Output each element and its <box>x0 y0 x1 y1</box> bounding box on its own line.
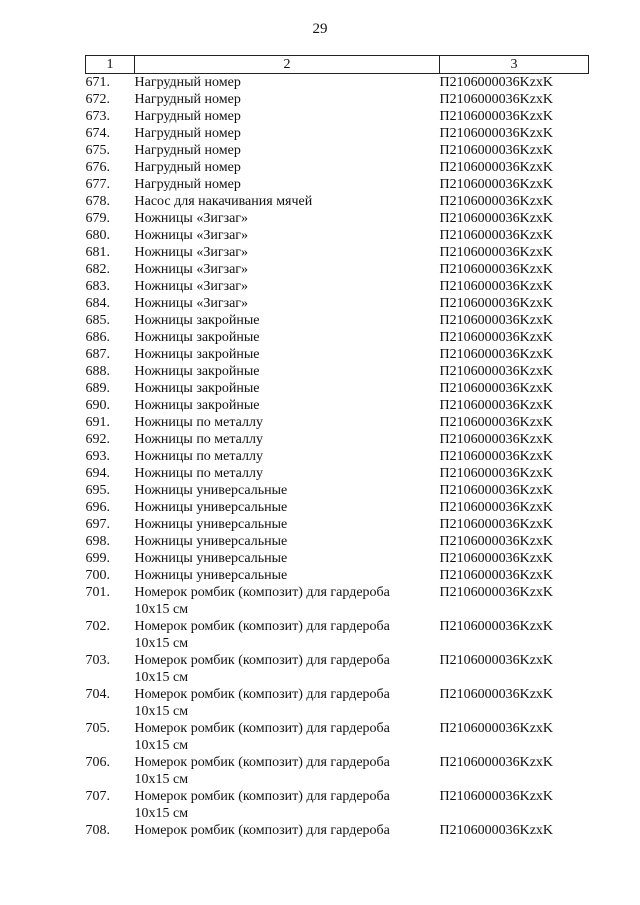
table-row <box>86 754 589 788</box>
item-code: П2106000036KzxK <box>439 483 554 498</box>
item-code: П2106000036KzxK <box>439 364 554 379</box>
column-header-code: 3 <box>440 56 589 74</box>
row-number: 682. <box>85 262 110 277</box>
item-code: П2106000036KzxK <box>439 194 554 209</box>
table-row <box>86 108 589 125</box>
table-row <box>86 431 589 448</box>
item-name <box>135 516 440 533</box>
table-row <box>86 380 589 397</box>
item-name-line: Номерок ромбик (композит) для гардероба <box>134 823 390 838</box>
item-name-line: Ножницы по металлу <box>134 432 263 447</box>
table-row <box>86 227 589 244</box>
row-number: 707. <box>85 789 110 804</box>
table-row <box>86 482 589 499</box>
table-row <box>86 448 589 465</box>
item-name <box>135 176 440 193</box>
item-code: П2106000036KzxK <box>439 789 554 804</box>
item-name-line: Ножницы закройные <box>134 330 260 345</box>
item-code: П2106000036KzxK <box>439 687 554 702</box>
item-name-line: Ножницы «Зигзаг» <box>134 296 249 311</box>
item-code: П2106000036KzxK <box>439 500 554 515</box>
item-code: П2106000036KzxK <box>439 551 554 566</box>
item-code: П2106000036KzxK <box>439 262 554 277</box>
table-row <box>86 244 589 261</box>
item-code: П2106000036KzxK <box>439 143 554 158</box>
item-name-line: 10x15 см <box>134 670 189 685</box>
item-name <box>135 431 440 448</box>
item-name <box>135 686 440 720</box>
table-body <box>86 74 589 840</box>
item-name <box>135 499 440 516</box>
item-name <box>135 754 440 788</box>
item-code: П2106000036KzxK <box>439 619 554 634</box>
item-name <box>135 91 440 108</box>
item-name-line: Ножницы по металлу <box>134 449 263 464</box>
item-name <box>135 142 440 159</box>
row-number: 703. <box>85 653 110 668</box>
row-number: 689. <box>85 381 110 396</box>
item-name-line: Ножницы универсальные <box>134 517 288 532</box>
item-name <box>135 584 440 618</box>
item-code: П2106000036KzxK <box>439 211 554 226</box>
table-row <box>86 261 589 278</box>
item-name <box>135 465 440 482</box>
row-number: 695. <box>85 483 110 498</box>
table-row <box>86 618 589 652</box>
item-name-line: Ножницы универсальные <box>134 500 288 515</box>
item-code: П2106000036KzxK <box>439 160 554 175</box>
item-code: П2106000036KzxK <box>439 313 554 328</box>
item-name-line: Ножницы закройные <box>134 364 260 379</box>
item-name-line: Номерок ромбик (композит) для гардероба <box>134 619 390 634</box>
row-number: 673. <box>85 109 110 124</box>
item-name-line: Насос для накачивания мячей <box>134 194 313 209</box>
row-number: 690. <box>85 398 110 413</box>
item-name <box>135 346 440 363</box>
item-name-line: 10x15 см <box>134 602 189 617</box>
row-number: 677. <box>85 177 110 192</box>
item-name <box>135 210 440 227</box>
item-name <box>135 261 440 278</box>
item-name <box>135 278 440 295</box>
row-number: 681. <box>85 245 110 260</box>
item-name <box>135 363 440 380</box>
row-number: 701. <box>85 585 110 600</box>
row-number: 686. <box>85 330 110 345</box>
item-name-line: 10x15 см <box>134 738 189 753</box>
item-name <box>135 108 440 125</box>
item-name-line: Номерок ромбик (композит) для гардероба <box>134 755 390 770</box>
item-name-line: 10x15 см <box>134 772 189 787</box>
item-code: П2106000036KzxK <box>439 228 554 243</box>
table-row <box>86 142 589 159</box>
item-name-line: 10x15 см <box>134 806 189 821</box>
item-name-line: Нагрудный номер <box>134 143 241 158</box>
item-name <box>135 652 440 686</box>
row-number: 705. <box>85 721 110 736</box>
item-name-line: Номерок ромбик (композит) для гардероба <box>134 721 390 736</box>
table-row <box>86 822 589 839</box>
item-name-line: 10x15 см <box>134 636 189 651</box>
item-code: П2106000036KzxK <box>439 296 554 311</box>
row-number: 674. <box>85 126 110 141</box>
row-number: 671. <box>85 75 110 90</box>
table-row <box>86 193 589 210</box>
item-code: П2106000036KzxK <box>439 279 554 294</box>
row-number: 692. <box>85 432 110 447</box>
row-number: 678. <box>85 194 110 209</box>
item-name <box>135 295 440 312</box>
item-name <box>135 74 440 92</box>
item-code: П2106000036KzxK <box>439 755 554 770</box>
item-code: П2106000036KzxK <box>439 432 554 447</box>
table-row <box>86 465 589 482</box>
item-name-line: Ножницы закройные <box>134 398 260 413</box>
row-number: 691. <box>85 415 110 430</box>
table-row <box>86 720 589 754</box>
item-name-line: Номерок ромбик (композит) для гардероба <box>134 653 390 668</box>
item-code: П2106000036KzxK <box>439 347 554 362</box>
item-name-line: Номерок ромбик (композит) для гардероба <box>134 687 390 702</box>
table-row <box>86 159 589 176</box>
item-code: П2106000036KzxK <box>439 415 554 430</box>
item-name <box>135 822 440 839</box>
item-name-line: Ножницы закройные <box>134 347 260 362</box>
item-name <box>135 329 440 346</box>
table-row <box>86 176 589 193</box>
table-row <box>86 329 589 346</box>
item-name <box>135 550 440 567</box>
item-code: П2106000036KzxK <box>439 823 554 838</box>
item-name-line: Ножницы «Зигзаг» <box>134 228 249 243</box>
item-name-line: Нагрудный номер <box>134 75 241 90</box>
table-row <box>86 91 589 108</box>
table-row <box>86 397 589 414</box>
item-name-line: Ножницы универсальные <box>134 534 288 549</box>
item-code: П2106000036KzxK <box>439 398 554 413</box>
row-number: 672. <box>85 92 110 107</box>
table-row <box>86 295 589 312</box>
item-name <box>135 380 440 397</box>
item-code: П2106000036KzxK <box>439 126 554 141</box>
item-name <box>135 618 440 652</box>
table-row <box>86 278 589 295</box>
item-code: П2106000036KzxK <box>439 177 554 192</box>
row-number: 687. <box>85 347 110 362</box>
row-number: 693. <box>85 449 110 464</box>
row-number: 680. <box>85 228 110 243</box>
row-number: 697. <box>85 517 110 532</box>
row-number: 684. <box>85 296 110 311</box>
item-name <box>135 448 440 465</box>
item-name-line: Ножницы по металлу <box>134 466 263 481</box>
item-code: П2106000036KzxK <box>439 517 554 532</box>
table-row <box>86 533 589 550</box>
item-name <box>135 227 440 244</box>
item-name-line: Ножницы универсальные <box>134 483 288 498</box>
item-name-line: Ножницы «Зигзаг» <box>134 262 249 277</box>
item-name-line: Номерок ромбик (композит) для гардероба <box>134 585 390 600</box>
row-number: 698. <box>85 534 110 549</box>
table-row <box>86 312 589 329</box>
item-code: П2106000036KzxK <box>439 92 554 107</box>
item-code: П2106000036KzxK <box>439 721 554 736</box>
item-name <box>135 720 440 754</box>
row-number: 683. <box>85 279 110 294</box>
row-number: 675. <box>85 143 110 158</box>
row-number: 696. <box>85 500 110 515</box>
item-code: П2106000036KzxK <box>439 245 554 260</box>
item-name <box>135 397 440 414</box>
item-name-line: Номерок ромбик (композит) для гардероба <box>134 789 390 804</box>
item-name <box>135 533 440 550</box>
item-name-line: Ножницы по металлу <box>134 415 263 430</box>
item-code: П2106000036KzxK <box>439 449 554 464</box>
table-header <box>86 56 589 74</box>
row-number: 699. <box>85 551 110 566</box>
table-row <box>86 414 589 431</box>
row-number: 688. <box>85 364 110 379</box>
item-name-line: Ножницы универсальные <box>134 551 288 566</box>
item-name-line: Ножницы «Зигзаг» <box>134 211 249 226</box>
row-number: 706. <box>85 755 110 770</box>
item-name <box>135 244 440 261</box>
item-name-line: Нагрудный номер <box>134 126 241 141</box>
item-code: П2106000036KzxK <box>439 75 554 90</box>
item-name <box>135 159 440 176</box>
item-name <box>135 125 440 142</box>
table-row <box>86 210 589 227</box>
row-number: 694. <box>85 466 110 481</box>
item-code: П2106000036KzxK <box>439 330 554 345</box>
item-name-line: Ножницы «Зигзаг» <box>134 245 249 260</box>
item-name-line: Нагрудный номер <box>134 177 241 192</box>
table-row <box>86 550 589 567</box>
row-number: 704. <box>85 687 110 702</box>
item-name-line: Ножницы закройные <box>134 313 260 328</box>
item-code: П2106000036KzxK <box>439 568 554 583</box>
items-table <box>85 55 589 839</box>
item-name-line: Нагрудный номер <box>134 92 241 107</box>
row-number: 676. <box>85 160 110 175</box>
item-name <box>135 312 440 329</box>
column-header-name: 2 <box>135 56 440 74</box>
table-row <box>86 584 589 618</box>
item-code: П2106000036KzxK <box>439 585 554 600</box>
table-row <box>86 686 589 720</box>
item-code: П2106000036KzxK <box>439 534 554 549</box>
table-row <box>86 567 589 584</box>
table-row <box>86 363 589 380</box>
item-name-line: 10x15 см <box>134 704 189 719</box>
table-row <box>86 74 589 92</box>
table-row <box>86 652 589 686</box>
item-name-line: Нагрудный номер <box>134 160 241 175</box>
item-code: П2106000036KzxK <box>439 653 554 668</box>
item-code: П2106000036KzxK <box>439 109 554 124</box>
item-name <box>135 193 440 210</box>
item-name <box>135 482 440 499</box>
item-name <box>135 414 440 431</box>
table-row <box>86 788 589 822</box>
row-number: 685. <box>85 313 110 328</box>
item-code: П2106000036KzxK <box>439 466 554 481</box>
table-row <box>86 499 589 516</box>
page-number: 29 <box>312 21 328 37</box>
row-number: 700. <box>85 568 110 583</box>
row-number: 702. <box>85 619 110 634</box>
item-code: П2106000036KzxK <box>439 381 554 396</box>
item-name-line: Ножницы закройные <box>134 381 260 396</box>
table-row <box>86 125 589 142</box>
row-number: 679. <box>85 211 110 226</box>
header-row <box>86 56 589 74</box>
item-name <box>135 788 440 822</box>
item-name-line: Ножницы универсальные <box>134 568 288 583</box>
table-row <box>86 346 589 363</box>
row-number: 708. <box>85 823 110 838</box>
item-name-line: Нагрудный номер <box>134 109 241 124</box>
table-row <box>86 516 589 533</box>
column-header-number: 1 <box>86 56 135 74</box>
item-name <box>135 567 440 584</box>
item-name-line: Ножницы «Зигзаг» <box>134 279 249 294</box>
